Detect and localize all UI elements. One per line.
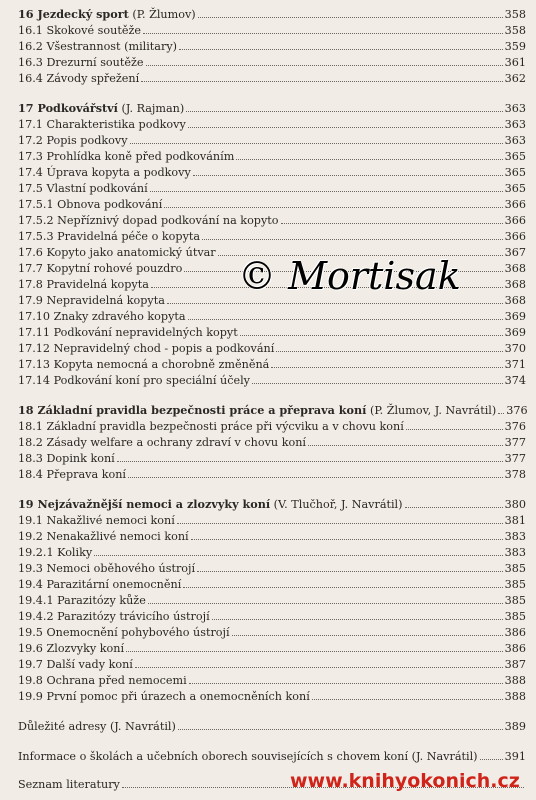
toc-entry-label: 18.4 Přeprava koní bbox=[18, 468, 126, 481]
toc-entry-title bbox=[18, 625, 230, 641]
toc-entry-heading: 18 Základní pravidla bezpečnosti práce a přeprava koní bbox=[18, 403, 367, 417]
toc-entry-label: 18.1 Základní pravidla bezpečnosti práce při výcviku a v chovu koní bbox=[18, 420, 404, 433]
toc-entry-title bbox=[18, 689, 310, 705]
toc-entry-label: 19.4.1 Parazitózy kůže bbox=[18, 594, 146, 607]
toc-entry-label: 16.2 Všestrannost (military) bbox=[18, 40, 178, 53]
toc-leader-dots bbox=[178, 718, 503, 730]
toc-entry bbox=[18, 148, 526, 164]
toc-entry bbox=[18, 496, 526, 512]
toc-entry-heading: 19 Nejzávažnější nemoci a zlozvyky koní bbox=[18, 497, 271, 511]
toc-leader-dots bbox=[405, 496, 503, 508]
toc-page-number: 358 bbox=[504, 8, 526, 21]
toc-leader-dots bbox=[480, 748, 503, 760]
toc-entry-title bbox=[18, 341, 274, 357]
toc-entry-author: (P. Žlumov, J. Navrátil) bbox=[366, 404, 497, 417]
toc-leader-dots bbox=[150, 180, 503, 192]
toc-entry-label: 17.13 Kopyta nemocná a chorobně změněná bbox=[18, 358, 270, 371]
toc-page-number: 374 bbox=[504, 374, 526, 387]
toc-entry bbox=[18, 672, 526, 688]
toc-page-number: 367 bbox=[504, 246, 526, 259]
toc-entry-title bbox=[18, 451, 115, 467]
toc-page-number: 365 bbox=[504, 182, 526, 195]
toc-entry-title bbox=[18, 100, 184, 117]
toc-entry bbox=[18, 22, 526, 38]
toc-page-number: 369 bbox=[504, 326, 526, 339]
toc-entry bbox=[18, 308, 526, 324]
toc-entry-label: 17.8 Pravidelná kopyta bbox=[18, 278, 149, 291]
toc-entry bbox=[18, 656, 526, 672]
toc-entry bbox=[18, 688, 526, 704]
toc-entry-title bbox=[18, 197, 162, 213]
toc-entry bbox=[18, 528, 526, 544]
toc-page-number: 368 bbox=[504, 278, 526, 291]
toc-entry-label: 17.14 Podkování koní pro speciální účely bbox=[18, 374, 250, 387]
toc-leader-dots bbox=[281, 212, 503, 224]
toc-entry bbox=[18, 38, 526, 54]
toc-page-number: 376 bbox=[506, 404, 528, 417]
toc-entry-label: 19.9 První pomoc při úrazech a onemocněních koní bbox=[18, 690, 310, 703]
toc-leader-dots bbox=[94, 544, 502, 556]
toc-entry-title bbox=[18, 293, 165, 309]
toc-page-number: 386 bbox=[504, 626, 526, 639]
toc-entry-title bbox=[18, 673, 187, 689]
toc-entry bbox=[18, 640, 526, 656]
toc-entry-label: 16.3 Drezurní soutěže bbox=[18, 56, 144, 69]
toc-leader-dots bbox=[146, 54, 503, 66]
toc-entry-author: (J. Navrátil) bbox=[408, 750, 478, 763]
toc-leader-dots bbox=[198, 6, 503, 18]
toc-entry-author: (V. Tlučhoř, J. Navrátil) bbox=[270, 498, 403, 511]
toc-leader-dots bbox=[252, 372, 503, 384]
toc-entry bbox=[18, 372, 526, 388]
toc-entry-title bbox=[18, 657, 133, 673]
toc-entry-title bbox=[18, 467, 126, 483]
toc-entry bbox=[18, 418, 526, 434]
toc-entry-title bbox=[18, 609, 210, 625]
toc-entry bbox=[18, 116, 526, 132]
toc-entry-title bbox=[18, 435, 306, 451]
toc-entry bbox=[18, 340, 526, 356]
toc-entry bbox=[18, 356, 526, 372]
toc-entry-label: 19.4 Parazitární onemocnění bbox=[18, 578, 182, 591]
toc-leader-dots bbox=[312, 688, 503, 700]
toc-entry-label: 17.2 Popis podkovy bbox=[18, 134, 128, 147]
toc-entry bbox=[18, 100, 526, 116]
toc-entry-title bbox=[18, 181, 148, 197]
toc-page-number: 366 bbox=[504, 198, 526, 211]
toc-leader-dots bbox=[202, 228, 503, 240]
toc-entry bbox=[18, 576, 526, 592]
toc-entry-label: 19.3 Nemoci oběhového ústrojí bbox=[18, 562, 196, 575]
toc-leader-dots bbox=[117, 450, 503, 462]
toc-entry-label: 17.5.1 Obnova podkování bbox=[18, 198, 163, 211]
toc-leader-dots bbox=[130, 132, 503, 144]
toc-page-number: 383 bbox=[504, 546, 526, 559]
toc-leader-dots bbox=[191, 528, 503, 540]
toc-leader-dots bbox=[188, 308, 503, 320]
toc-entry-title bbox=[18, 561, 195, 577]
toc-entry-label: 17.10 Znaky zdravého kopyta bbox=[18, 310, 186, 323]
toc-leader-dots bbox=[126, 640, 503, 652]
toc-entry-title bbox=[18, 71, 139, 87]
toc-entry-title bbox=[18, 577, 181, 593]
toc-page-number: 363 bbox=[504, 134, 526, 147]
toc-entry-label: 19.4.2 Parazitózy trávicího ústrojí bbox=[18, 610, 210, 623]
toc-entry bbox=[18, 70, 526, 86]
toc-entry bbox=[18, 560, 526, 576]
toc-entry-label: 17.3 Prohlídka koně před podkováním bbox=[18, 150, 235, 163]
website-watermark: www.knihyokonich.cz bbox=[290, 770, 520, 792]
toc-page-number: 381 bbox=[504, 514, 526, 527]
toc-leader-dots bbox=[276, 340, 502, 352]
toc-entry bbox=[18, 164, 526, 180]
toc-entry-title bbox=[18, 719, 176, 735]
toc-leader-dots bbox=[189, 672, 503, 684]
toc-page-number: 365 bbox=[504, 150, 526, 163]
toc-entry bbox=[18, 434, 526, 450]
toc-page-number: 363 bbox=[504, 118, 526, 131]
toc-entry-label: 16.4 Závody spřežení bbox=[18, 72, 140, 85]
toc-page-number: 371 bbox=[504, 358, 526, 371]
toc-leader-dots bbox=[143, 22, 503, 34]
toc-leader-dots bbox=[128, 466, 503, 478]
toc-entry-title bbox=[18, 529, 189, 545]
toc-entry-title bbox=[18, 777, 120, 793]
toc-entry bbox=[18, 132, 526, 148]
toc-entry-author: (J. Rajman) bbox=[117, 102, 185, 115]
toc-entry-label: 17.4 Úprava kopyta a podkovy bbox=[18, 166, 191, 179]
toc-entry-title bbox=[18, 133, 128, 149]
toc-page-number: 388 bbox=[504, 674, 526, 687]
toc-leader-dots bbox=[177, 512, 503, 524]
toc-page-number: 368 bbox=[504, 294, 526, 307]
toc-page-number: 385 bbox=[504, 610, 526, 623]
toc-page-number: 362 bbox=[504, 72, 526, 85]
toc-page-number: 369 bbox=[504, 310, 526, 323]
toc-entry-title bbox=[18, 117, 186, 133]
toc-entry-label: Důležité adresy bbox=[18, 720, 107, 733]
toc-entry bbox=[18, 196, 526, 212]
toc-entry-label: 19.6 Zlozvyky koní bbox=[18, 642, 125, 655]
toc-page-number: 377 bbox=[504, 436, 526, 449]
toc-entry bbox=[18, 592, 526, 608]
toc-entry-title bbox=[18, 419, 404, 435]
toc-page-number: 385 bbox=[504, 562, 526, 575]
toc-entry-label: 19.1 Nakažlivé nemoci koní bbox=[18, 514, 175, 527]
toc-entry-label: Seznam literatury bbox=[18, 778, 120, 791]
toc-leader-dots bbox=[406, 418, 503, 430]
toc-page-number: 388 bbox=[504, 690, 526, 703]
toc-entry bbox=[18, 402, 526, 418]
toc-page-number: 387 bbox=[504, 658, 526, 671]
toc-leader-dots bbox=[236, 148, 502, 160]
toc-leader-dots bbox=[183, 576, 502, 588]
toc-entry-label: 17.5 Vlastní podkování bbox=[18, 182, 148, 195]
toc-entry-title bbox=[18, 357, 269, 373]
toc-page-number: 366 bbox=[504, 214, 526, 227]
toc-entry-label: 17.7 Kopytní rohové pouzdro bbox=[18, 262, 183, 275]
toc-page-number: 386 bbox=[504, 642, 526, 655]
toc-entry-title bbox=[18, 309, 186, 325]
toc-entry bbox=[18, 6, 526, 22]
toc-entry bbox=[18, 718, 526, 734]
toc-entry-label: 17.12 Nepravidelný chod - popis a podkování bbox=[18, 342, 275, 355]
toc-entry-title bbox=[18, 641, 124, 657]
toc-entry bbox=[18, 748, 526, 764]
toc-leader-dots bbox=[212, 608, 503, 620]
toc-entry-title bbox=[18, 402, 496, 419]
toc-entry-title bbox=[18, 496, 403, 513]
toc-page-number: 391 bbox=[504, 750, 526, 763]
toc-entry-label: 18.2 Zásady welfare a ochrany zdraví v chovu koní bbox=[18, 436, 306, 449]
toc-entry-title bbox=[18, 6, 196, 23]
toc-entry-title bbox=[18, 23, 141, 39]
toc-page-number: 377 bbox=[504, 452, 526, 465]
toc-leader-dots bbox=[271, 356, 502, 368]
toc-leader-dots bbox=[498, 402, 504, 414]
toc-page-number: 389 bbox=[504, 720, 526, 733]
toc-leader-dots bbox=[164, 196, 502, 208]
toc-entry-label: 19.2 Nenakažlivé nemoci koní bbox=[18, 530, 189, 543]
toc-entry-label: 17.11 Podkování nepravidelných kopyt bbox=[18, 326, 238, 339]
toc-entry bbox=[18, 212, 526, 228]
toc-page-number: 378 bbox=[504, 468, 526, 481]
toc-entry-heading: 16 Jezdecký sport bbox=[18, 7, 129, 21]
toc-page-number: 383 bbox=[504, 530, 526, 543]
toc-entry-author: (P. Žlumov) bbox=[128, 8, 196, 21]
toc-entry-title bbox=[18, 593, 146, 609]
toc-entry bbox=[18, 228, 526, 244]
toc-leader-dots bbox=[141, 70, 502, 82]
toc-entry-title bbox=[18, 373, 250, 389]
toc-leader-dots bbox=[232, 624, 503, 636]
toc-page-number: 365 bbox=[504, 166, 526, 179]
toc-leader-dots bbox=[188, 116, 503, 128]
toc-entry-title bbox=[18, 245, 216, 261]
toc-entry-title bbox=[18, 213, 279, 229]
toc-entry bbox=[18, 608, 526, 624]
toc-entry-label: 17.1 Charakteristika podkovy bbox=[18, 118, 186, 131]
toc-entry-title bbox=[18, 749, 478, 765]
toc-entry-label: 17.5.2 Nepříznivý dopad podkování na kopyto bbox=[18, 214, 279, 227]
toc-page-number: 385 bbox=[504, 594, 526, 607]
toc-entry-title bbox=[18, 545, 92, 561]
toc-leader-dots bbox=[308, 434, 503, 446]
toc-leader-dots bbox=[197, 560, 503, 572]
toc-entry-title bbox=[18, 165, 191, 181]
toc-leader-dots bbox=[179, 38, 503, 50]
toc-entry-label: 17.6 Kopyto jako anatomický útvar bbox=[18, 246, 216, 259]
toc-page-number: 366 bbox=[504, 230, 526, 243]
toc-page-number: 359 bbox=[504, 40, 526, 53]
toc-entry-label: 16.1 Skokové soutěže bbox=[18, 24, 141, 37]
toc-page-number: 376 bbox=[504, 420, 526, 433]
toc-entry-label: 19.2.1 Koliky bbox=[18, 546, 93, 559]
toc-leader-dots bbox=[148, 592, 503, 604]
toc-entry-label: 19.7 Další vady koní bbox=[18, 658, 133, 671]
toc-leader-dots bbox=[186, 100, 502, 112]
toc-page-number: 370 bbox=[504, 342, 526, 355]
toc-page-number: 361 bbox=[504, 56, 526, 69]
toc-entry-label: 17.5.3 Pravidelná péče o kopyta bbox=[18, 230, 201, 243]
toc-leader-dots bbox=[240, 324, 503, 336]
toc-entry-title bbox=[18, 229, 200, 245]
toc-leader-dots bbox=[193, 164, 503, 176]
toc-entry-title bbox=[18, 277, 149, 293]
toc-entry bbox=[18, 324, 526, 340]
toc-entry bbox=[18, 180, 526, 196]
toc-page-number: 385 bbox=[504, 578, 526, 591]
toc-entry-title bbox=[18, 513, 175, 529]
toc-leader-dots bbox=[135, 656, 503, 668]
toc-entry-label: 19.5 Onemocnění pohybového ústrojí bbox=[18, 626, 230, 639]
toc-page-number: 363 bbox=[504, 102, 526, 115]
toc-page-number: 368 bbox=[504, 262, 526, 275]
toc-entry-title bbox=[18, 325, 238, 341]
toc-entry-label: Informace o školách a učebních oborech souvisejících s chovem koní bbox=[18, 750, 409, 763]
toc-entry bbox=[18, 466, 526, 482]
toc-page-number: 380 bbox=[504, 498, 526, 511]
toc-entry bbox=[18, 512, 526, 528]
toc-entry-label: 19.8 Ochrana před nemocemi bbox=[18, 674, 187, 687]
toc-entry bbox=[18, 450, 526, 466]
toc-entry bbox=[18, 624, 526, 640]
toc-entry-heading: 17 Podkovářství bbox=[18, 101, 118, 115]
toc-entry-label: 18.3 Dopink koní bbox=[18, 452, 115, 465]
toc-entry-title bbox=[18, 39, 177, 55]
toc-entry-author: (J. Navrátil) bbox=[106, 720, 176, 733]
copyright-watermark: © Mortisak bbox=[238, 254, 461, 298]
toc-page-number: 358 bbox=[504, 24, 526, 37]
toc-entry-label: 17.9 Nepravidelná kopyta bbox=[18, 294, 165, 307]
toc-entry-title bbox=[18, 55, 144, 71]
toc-entry-title bbox=[18, 149, 234, 165]
toc-entry bbox=[18, 54, 526, 70]
toc-entry bbox=[18, 544, 526, 560]
toc-entry-title bbox=[18, 261, 182, 277]
